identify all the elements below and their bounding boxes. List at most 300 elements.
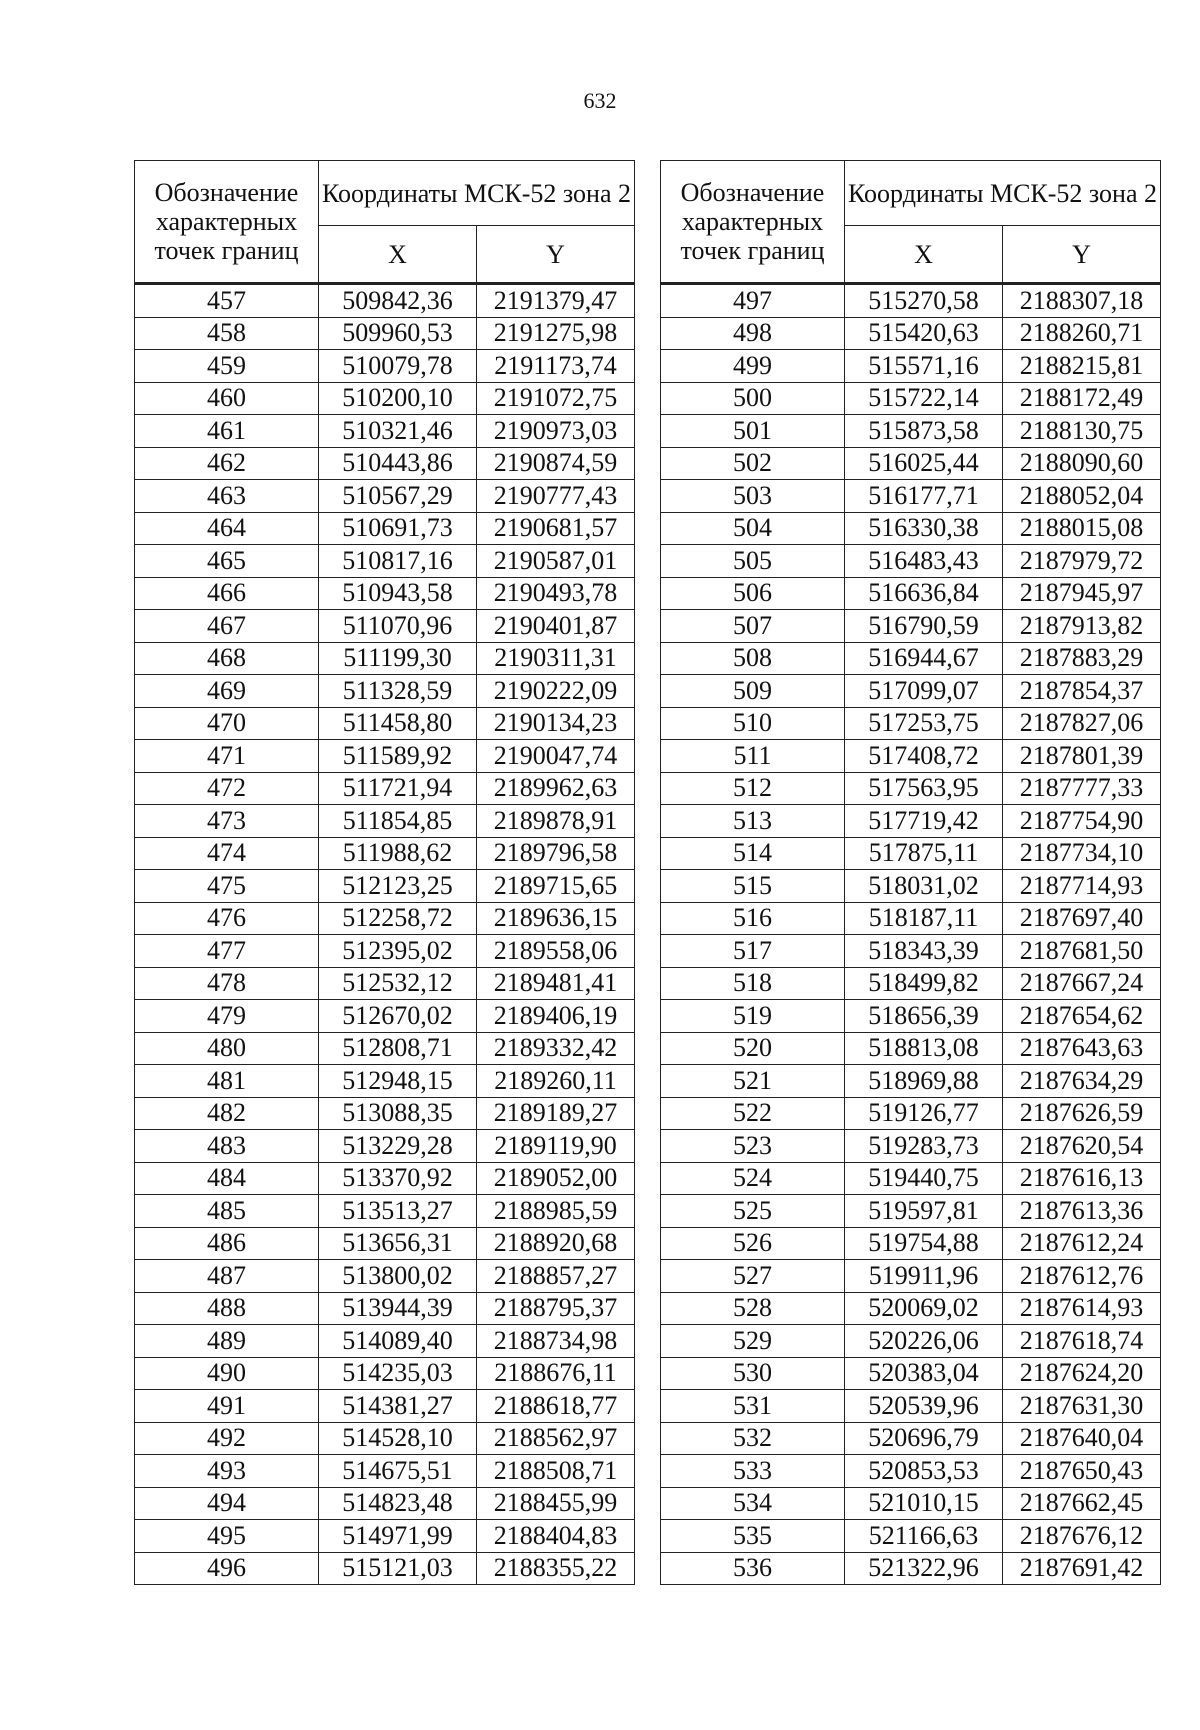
x-cell: 518343,39 — [845, 935, 1003, 968]
point-cell: 493 — [135, 1455, 319, 1488]
y-cell: 2189332,42 — [477, 1032, 635, 1065]
point-cell: 512 — [661, 772, 845, 805]
table-row — [661, 935, 1161, 968]
table-body-left — [135, 284, 635, 1585]
x-cell: 513513,27 — [319, 1195, 477, 1228]
coords-header: Координаты МСК-52 зона 2 — [845, 161, 1161, 226]
coords-header: Координаты МСК-52 зона 2 — [319, 161, 635, 226]
point-cell: 507 — [661, 610, 845, 643]
y-cell: 2189189,27 — [477, 1097, 635, 1130]
point-cell: 529 — [661, 1325, 845, 1358]
x-cell: 511458,80 — [319, 707, 477, 740]
point-cell: 520 — [661, 1032, 845, 1065]
point-cell: 478 — [135, 967, 319, 1000]
x-cell: 515571,16 — [845, 350, 1003, 383]
y-cell: 2190681,57 — [477, 512, 635, 545]
table-row — [661, 610, 1161, 643]
point-cell: 513 — [661, 805, 845, 838]
x-cell: 516025,44 — [845, 447, 1003, 480]
y-cell: 2188562,97 — [477, 1422, 635, 1455]
y-cell: 2190311,31 — [477, 642, 635, 675]
y-cell: 2188734,98 — [477, 1325, 635, 1358]
table-row — [661, 1487, 1161, 1520]
x-cell: 509960,53 — [319, 317, 477, 350]
point-cell: 473 — [135, 805, 319, 838]
table-row — [135, 967, 635, 1000]
y-cell: 2190047,74 — [477, 740, 635, 773]
table-row — [135, 935, 635, 968]
table-row — [661, 1195, 1161, 1228]
table-row — [661, 284, 1161, 318]
x-cell: 519597,81 — [845, 1195, 1003, 1228]
point-cell: 534 — [661, 1487, 845, 1520]
table-row — [661, 642, 1161, 675]
point-cell: 532 — [661, 1422, 845, 1455]
point-cell: 498 — [661, 317, 845, 350]
point-cell: 479 — [135, 1000, 319, 1033]
table-row — [661, 1000, 1161, 1033]
y-cell: 2188172,49 — [1003, 382, 1161, 415]
x-cell: 516944,67 — [845, 642, 1003, 675]
x-cell: 516177,71 — [845, 480, 1003, 513]
x-cell: 515270,58 — [845, 284, 1003, 318]
y-cell: 2189481,41 — [477, 967, 635, 1000]
point-header: Обозначение характерных точек границ — [661, 161, 845, 284]
table-row — [135, 902, 635, 935]
table-row — [661, 1455, 1161, 1488]
point-cell: 481 — [135, 1065, 319, 1098]
y-cell: 2187667,24 — [1003, 967, 1161, 1000]
x-cell: 511328,59 — [319, 675, 477, 708]
table-row — [135, 545, 635, 578]
x-header: X — [319, 226, 477, 284]
x-cell: 512948,15 — [319, 1065, 477, 1098]
x-cell: 515873,58 — [845, 415, 1003, 448]
table-row — [661, 772, 1161, 805]
y-cell: 2188052,04 — [1003, 480, 1161, 513]
y-cell: 2187734,10 — [1003, 837, 1161, 870]
table-row — [661, 1422, 1161, 1455]
x-cell: 518656,39 — [845, 1000, 1003, 1033]
point-cell: 494 — [135, 1487, 319, 1520]
point-cell: 503 — [661, 480, 845, 513]
y-cell: 2188260,71 — [1003, 317, 1161, 350]
point-cell: 457 — [135, 284, 319, 318]
y-cell: 2187650,43 — [1003, 1455, 1161, 1488]
x-cell: 517408,72 — [845, 740, 1003, 773]
table-row — [661, 1325, 1161, 1358]
x-cell: 509842,36 — [319, 284, 477, 318]
point-cell: 508 — [661, 642, 845, 675]
x-cell: 517719,42 — [845, 805, 1003, 838]
point-cell: 475 — [135, 870, 319, 903]
x-cell: 521010,15 — [845, 1487, 1003, 1520]
x-cell: 514823,48 — [319, 1487, 477, 1520]
table-row — [135, 447, 635, 480]
x-cell: 512395,02 — [319, 935, 477, 968]
y-cell: 2187613,36 — [1003, 1195, 1161, 1228]
y-cell: 2188307,18 — [1003, 284, 1161, 318]
y-cell: 2187697,40 — [1003, 902, 1161, 935]
table-row — [135, 382, 635, 415]
x-cell: 516330,38 — [845, 512, 1003, 545]
table-row — [135, 1195, 635, 1228]
table-row — [661, 447, 1161, 480]
point-cell: 506 — [661, 577, 845, 610]
y-cell: 2189715,65 — [477, 870, 635, 903]
page-number: 632 — [583, 88, 617, 113]
table-row — [135, 772, 635, 805]
table-row — [135, 1422, 635, 1455]
point-cell: 458 — [135, 317, 319, 350]
x-cell: 510691,73 — [319, 512, 477, 545]
table-row — [135, 1097, 635, 1130]
y-cell: 2191275,98 — [477, 317, 635, 350]
x-cell: 512808,71 — [319, 1032, 477, 1065]
x-cell: 519754,88 — [845, 1227, 1003, 1260]
table-row — [135, 1455, 635, 1488]
y-cell: 2187913,82 — [1003, 610, 1161, 643]
point-cell: 465 — [135, 545, 319, 578]
x-cell: 519283,73 — [845, 1130, 1003, 1163]
x-cell: 514675,51 — [319, 1455, 477, 1488]
x-cell: 515722,14 — [845, 382, 1003, 415]
y-cell: 2187612,76 — [1003, 1260, 1161, 1293]
y-cell: 2188015,08 — [1003, 512, 1161, 545]
point-cell: 495 — [135, 1520, 319, 1553]
table-row — [135, 1390, 635, 1423]
table-row — [661, 1032, 1161, 1065]
y-cell: 2187654,62 — [1003, 1000, 1161, 1033]
table-row — [135, 675, 635, 708]
table-row — [661, 740, 1161, 773]
y-cell: 2188404,83 — [477, 1520, 635, 1553]
point-cell: 533 — [661, 1455, 845, 1488]
y-cell: 2189796,58 — [477, 837, 635, 870]
table-row — [135, 610, 635, 643]
table-row — [135, 1325, 635, 1358]
point-cell: 505 — [661, 545, 845, 578]
y-cell: 2187662,45 — [1003, 1487, 1161, 1520]
y-cell: 2187616,13 — [1003, 1162, 1161, 1195]
point-cell: 515 — [661, 870, 845, 903]
x-cell: 510443,86 — [319, 447, 477, 480]
point-cell: 499 — [661, 350, 845, 383]
point-cell: 509 — [661, 675, 845, 708]
y-cell: 2188130,75 — [1003, 415, 1161, 448]
table-row — [661, 837, 1161, 870]
point-cell: 524 — [661, 1162, 845, 1195]
point-cell: 485 — [135, 1195, 319, 1228]
y-cell: 2187827,06 — [1003, 707, 1161, 740]
point-cell: 516 — [661, 902, 845, 935]
y-cell: 2187626,59 — [1003, 1097, 1161, 1130]
table-row — [135, 1227, 635, 1260]
table-row — [661, 1065, 1161, 1098]
y-cell: 2187624,20 — [1003, 1357, 1161, 1390]
table-row — [135, 480, 635, 513]
y-cell: 2187777,33 — [1003, 772, 1161, 805]
point-cell: 462 — [135, 447, 319, 480]
table-row — [135, 1000, 635, 1033]
x-cell: 511988,62 — [319, 837, 477, 870]
x-cell: 516636,84 — [845, 577, 1003, 610]
y-cell: 2187631,30 — [1003, 1390, 1161, 1423]
table-row — [661, 870, 1161, 903]
table-row — [661, 1227, 1161, 1260]
x-cell: 520853,53 — [845, 1455, 1003, 1488]
table-row — [135, 1487, 635, 1520]
point-cell: 466 — [135, 577, 319, 610]
x-cell: 520069,02 — [845, 1292, 1003, 1325]
table-body-right — [661, 284, 1161, 1585]
point-cell: 486 — [135, 1227, 319, 1260]
x-cell: 514381,27 — [319, 1390, 477, 1423]
point-cell: 526 — [661, 1227, 845, 1260]
x-cell: 513944,39 — [319, 1292, 477, 1325]
y-cell: 2188857,27 — [477, 1260, 635, 1293]
point-cell: 527 — [661, 1260, 845, 1293]
table-row — [661, 1292, 1161, 1325]
point-cell: 467 — [135, 610, 319, 643]
table-row — [661, 1130, 1161, 1163]
coordinates-table-left — [134, 160, 635, 1585]
y-cell: 2187945,97 — [1003, 577, 1161, 610]
point-cell: 470 — [135, 707, 319, 740]
y-cell: 2189052,00 — [477, 1162, 635, 1195]
x-cell: 518031,02 — [845, 870, 1003, 903]
point-cell: 519 — [661, 1000, 845, 1033]
y-cell: 2187640,04 — [1003, 1422, 1161, 1455]
point-cell: 469 — [135, 675, 319, 708]
x-cell: 517563,95 — [845, 772, 1003, 805]
x-cell: 518499,82 — [845, 967, 1003, 1000]
y-cell: 2187754,90 — [1003, 805, 1161, 838]
y-cell: 2190401,87 — [477, 610, 635, 643]
x-cell: 510943,58 — [319, 577, 477, 610]
table-row — [661, 1162, 1161, 1195]
x-cell: 513088,35 — [319, 1097, 477, 1130]
point-cell: 530 — [661, 1357, 845, 1390]
table-row — [135, 1260, 635, 1293]
x-cell: 513370,92 — [319, 1162, 477, 1195]
table-row — [135, 1292, 635, 1325]
x-cell: 512670,02 — [319, 1000, 477, 1033]
table-row — [661, 1390, 1161, 1423]
y-cell: 2188215,81 — [1003, 350, 1161, 383]
table-row — [135, 707, 635, 740]
table-row — [135, 1065, 635, 1098]
y-cell: 2189636,15 — [477, 902, 635, 935]
point-cell: 496 — [135, 1552, 319, 1585]
y-cell: 2188676,11 — [477, 1357, 635, 1390]
point-header: Обозначение характерных точек границ — [135, 161, 319, 284]
table-row — [135, 1032, 635, 1065]
point-cell: 490 — [135, 1357, 319, 1390]
table-row — [661, 1357, 1161, 1390]
x-cell: 511721,94 — [319, 772, 477, 805]
table-row — [661, 512, 1161, 545]
y-cell: 2189878,91 — [477, 805, 635, 838]
point-cell: 511 — [661, 740, 845, 773]
y-header: Y — [1003, 226, 1161, 284]
table-row — [661, 1552, 1161, 1585]
x-cell: 520539,96 — [845, 1390, 1003, 1423]
point-cell: 492 — [135, 1422, 319, 1455]
y-header: Y — [477, 226, 635, 284]
table-row — [135, 1552, 635, 1585]
table-row — [135, 1130, 635, 1163]
table-row — [661, 350, 1161, 383]
point-cell: 483 — [135, 1130, 319, 1163]
x-cell: 510817,16 — [319, 545, 477, 578]
y-cell: 2187618,74 — [1003, 1325, 1161, 1358]
table-row — [661, 577, 1161, 610]
y-cell: 2191173,74 — [477, 350, 635, 383]
table-row — [135, 284, 635, 318]
point-cell: 521 — [661, 1065, 845, 1098]
y-cell: 2191072,75 — [477, 382, 635, 415]
x-cell: 517875,11 — [845, 837, 1003, 870]
table-row — [661, 902, 1161, 935]
table-row — [661, 480, 1161, 513]
point-cell: 487 — [135, 1260, 319, 1293]
x-cell: 514971,99 — [319, 1520, 477, 1553]
table-row — [661, 707, 1161, 740]
table-row — [135, 317, 635, 350]
y-cell: 2188090,60 — [1003, 447, 1161, 480]
x-cell: 518813,08 — [845, 1032, 1003, 1065]
x-cell: 519126,77 — [845, 1097, 1003, 1130]
point-cell: 461 — [135, 415, 319, 448]
x-cell: 514235,03 — [319, 1357, 477, 1390]
x-cell: 515121,03 — [319, 1552, 477, 1585]
y-cell: 2188455,99 — [477, 1487, 635, 1520]
x-cell: 521166,63 — [845, 1520, 1003, 1553]
y-cell: 2190973,03 — [477, 415, 635, 448]
table-row — [661, 1520, 1161, 1553]
table-row — [661, 967, 1161, 1000]
point-cell: 497 — [661, 284, 845, 318]
table-row — [135, 512, 635, 545]
point-cell: 501 — [661, 415, 845, 448]
y-cell: 2187714,93 — [1003, 870, 1161, 903]
table-row — [661, 1260, 1161, 1293]
x-cell: 511070,96 — [319, 610, 477, 643]
table-row — [135, 415, 635, 448]
point-cell: 522 — [661, 1097, 845, 1130]
x-cell: 518969,88 — [845, 1065, 1003, 1098]
point-cell: 488 — [135, 1292, 319, 1325]
x-cell: 512532,12 — [319, 967, 477, 1000]
x-cell: 513229,28 — [319, 1130, 477, 1163]
x-cell: 513656,31 — [319, 1227, 477, 1260]
point-cell: 502 — [661, 447, 845, 480]
x-cell: 519440,75 — [845, 1162, 1003, 1195]
x-cell: 511854,85 — [319, 805, 477, 838]
y-cell: 2191379,47 — [477, 284, 635, 318]
table-row — [135, 805, 635, 838]
x-cell: 514528,10 — [319, 1422, 477, 1455]
x-cell: 511589,92 — [319, 740, 477, 773]
y-cell: 2189558,06 — [477, 935, 635, 968]
y-cell: 2190493,78 — [477, 577, 635, 610]
x-cell: 517099,07 — [845, 675, 1003, 708]
point-cell: 480 — [135, 1032, 319, 1065]
y-cell: 2188985,59 — [477, 1195, 635, 1228]
y-cell: 2189406,19 — [477, 1000, 635, 1033]
x-header: X — [845, 226, 1003, 284]
point-cell: 518 — [661, 967, 845, 1000]
point-cell: 482 — [135, 1097, 319, 1130]
point-cell: 460 — [135, 382, 319, 415]
table-row — [661, 382, 1161, 415]
y-cell: 2187801,39 — [1003, 740, 1161, 773]
y-cell: 2188508,71 — [477, 1455, 635, 1488]
x-cell: 519911,96 — [845, 1260, 1003, 1293]
table-row — [135, 740, 635, 773]
point-cell: 477 — [135, 935, 319, 968]
table-row — [135, 1357, 635, 1390]
table-row — [135, 350, 635, 383]
y-cell: 2190222,09 — [477, 675, 635, 708]
point-cell: 536 — [661, 1552, 845, 1585]
x-cell: 510321,46 — [319, 415, 477, 448]
x-cell: 517253,75 — [845, 707, 1003, 740]
point-cell: 504 — [661, 512, 845, 545]
point-cell: 471 — [135, 740, 319, 773]
point-cell: 523 — [661, 1130, 845, 1163]
table-row — [661, 675, 1161, 708]
y-cell: 2189119,90 — [477, 1130, 635, 1163]
x-cell: 521322,96 — [845, 1552, 1003, 1585]
point-cell: 476 — [135, 902, 319, 935]
x-cell: 520383,04 — [845, 1357, 1003, 1390]
point-cell: 531 — [661, 1390, 845, 1423]
point-cell: 491 — [135, 1390, 319, 1423]
table-row — [135, 577, 635, 610]
table-row — [661, 317, 1161, 350]
y-cell: 2187691,42 — [1003, 1552, 1161, 1585]
table-row — [661, 805, 1161, 838]
y-cell: 2190777,43 — [477, 480, 635, 513]
coordinates-table-right — [660, 160, 1161, 1585]
x-cell: 514089,40 — [319, 1325, 477, 1358]
y-cell: 2187883,29 — [1003, 642, 1161, 675]
y-cell: 2190874,59 — [477, 447, 635, 480]
x-cell: 516483,43 — [845, 545, 1003, 578]
point-cell: 464 — [135, 512, 319, 545]
y-cell: 2187643,63 — [1003, 1032, 1161, 1065]
point-cell: 463 — [135, 480, 319, 513]
point-cell: 500 — [661, 382, 845, 415]
table-row — [135, 837, 635, 870]
table-row — [661, 415, 1161, 448]
point-cell: 484 — [135, 1162, 319, 1195]
x-cell: 510200,10 — [319, 382, 477, 415]
x-cell: 515420,63 — [845, 317, 1003, 350]
table-row — [135, 870, 635, 903]
y-cell: 2187681,50 — [1003, 935, 1161, 968]
y-cell: 2187614,93 — [1003, 1292, 1161, 1325]
x-cell: 511199,30 — [319, 642, 477, 675]
point-cell: 472 — [135, 772, 319, 805]
point-cell: 525 — [661, 1195, 845, 1228]
y-cell: 2187620,54 — [1003, 1130, 1161, 1163]
y-cell: 2190134,23 — [477, 707, 635, 740]
y-cell: 2189962,63 — [477, 772, 635, 805]
point-cell: 474 — [135, 837, 319, 870]
